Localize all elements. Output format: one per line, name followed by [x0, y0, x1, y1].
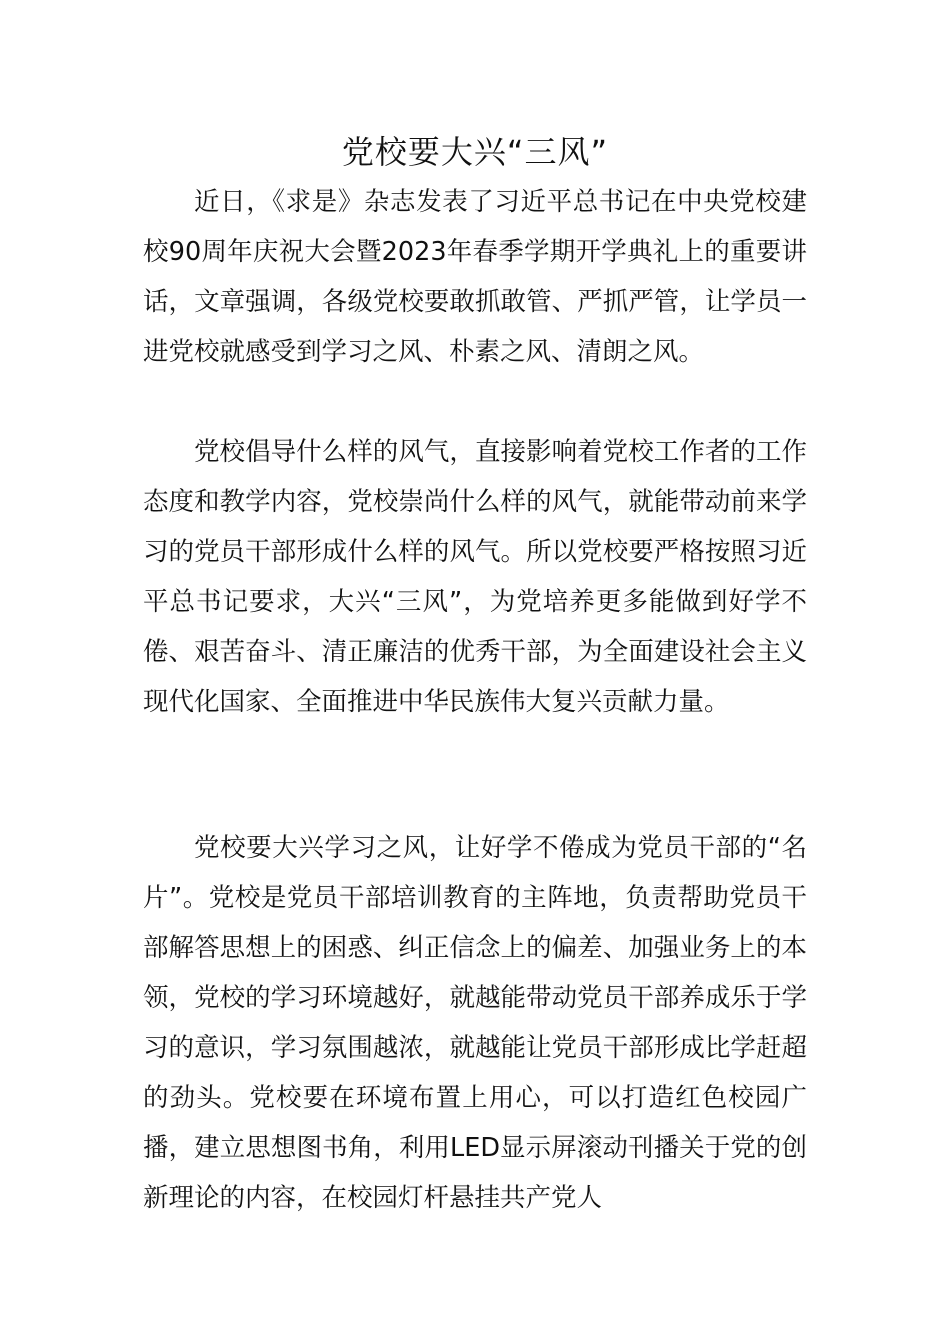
paragraph-3: 党校要大兴学习之风，让好学不倦成为党员干部的“名片”。党校是党员干部培训教育的主阵地，负责帮助党员干部解答思想上的困惑、纠正信念上的偏差、加强业务上的本领，党校的学习环境越好，就越能带动党员干部养成乐于学习的意识，学习氛围越浓，就越能让党员干部形成比学赶超的劲头。党校要在环境布置上用心，可以打造红色校园广播，建立思想图书角，利用LED显示屏滚动刊播关于党的创新理论的内容，在校园灯杆悬挂共产党人: [143, 833, 807, 1213]
paragraph-1: 近日，《求是》杂志发表了习近平总书记在中央党校建校90周年庆祝大会暨2023年春季学期开学典礼上的重要讲话，文章强调，各级党校要敢抓敢管、严抓严管，让学员一进党校就感受到学习之风、朴素之风、清朗之风。: [143, 187, 807, 367]
paragraph-2: 党校倡导什么样的风气，直接影响着党校工作者的工作态度和教学内容，党校崇尚什么样的风气，就能带动前来学习的党员干部形成什么样的风气。所以党校要严格按照习近平总书记要求，大兴“三风”，为党培养更多能做到好学不倦、艰苦奋斗、清正廉洁的优秀干部，为全面建设社会主义现代化国家、全面推进中华民族伟大复兴贡献力量。: [143, 437, 807, 717]
document-title: 党校要大兴“三风”: [341, 133, 609, 171]
